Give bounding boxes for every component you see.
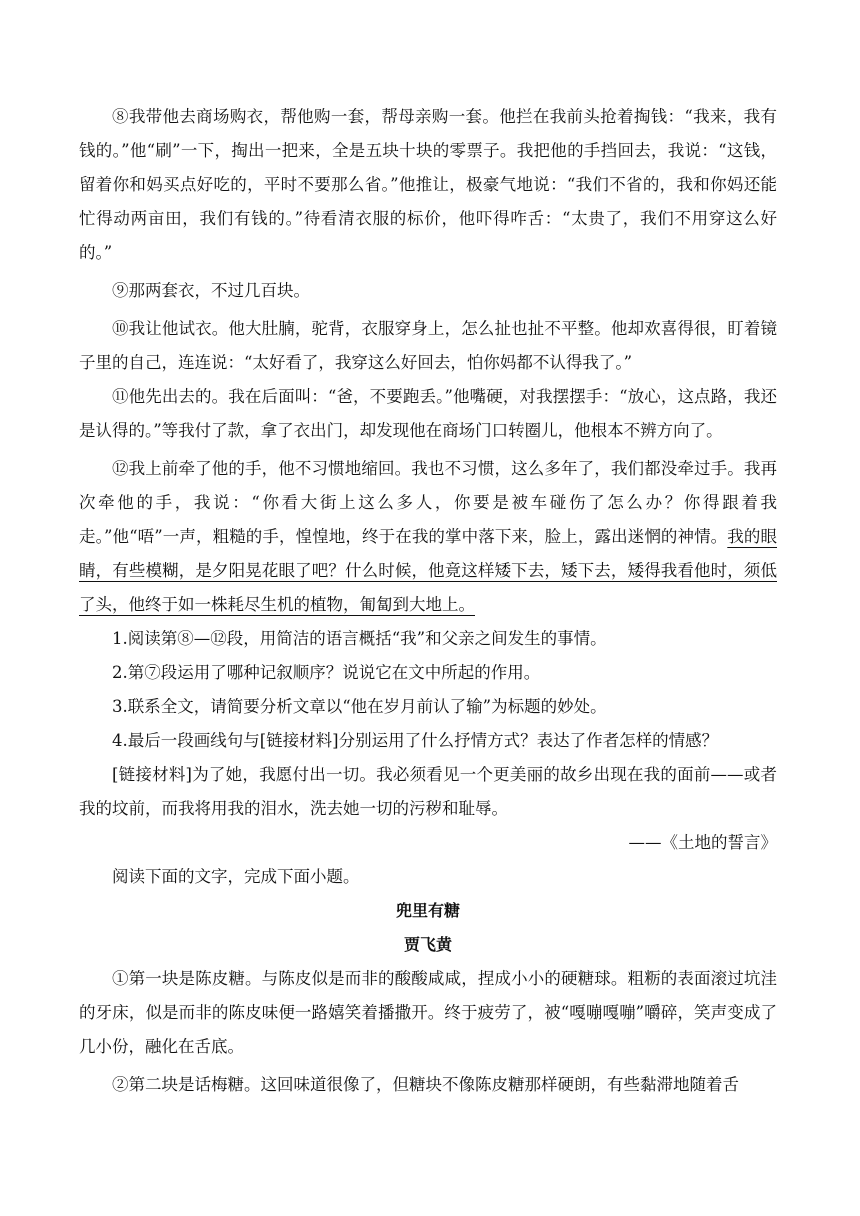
passage-title: 兜里有糖: [395, 901, 460, 920]
paragraph-9: ⑨那两套衣，不过几百块。: [112, 281, 310, 300]
underlined-sentence: 我的眼睛，有些模糊，是夕阳晃花眼了吧？什么时候，他竟这样矮下去，矮下去，矮得我看他时，须低了头，他终于如一株耗尽生机的植物，匍匐到大地上。: [79, 527, 778, 614]
question-3: 3.联系全文，请简要分析文章以“他在岁月前认了输”为标题的妙处。: [112, 697, 607, 716]
question-2: 2.第⑦段运用了哪种记叙顺序？说说它在文中所起的作用。: [112, 663, 541, 682]
paragraph-10: ⑩我让他试衣。他大肚腩，驼背，衣服穿身上，怎么扯也扯不平整。他却欢喜得很，盯着镜子里的自己，连连说：“太好看了，我穿这么好回去，怕你妈都不认得我了。”: [79, 319, 777, 372]
paragraph-12-text: ⑫我上前牵了他的手，他不习惯地缩回。我也不习惯，这么多年了，我们都没牵过手。我再次牵他的手，我说：“你看大街上这么多人，你要是被车碰伤了怎么办？你得跟着我走。”他“唔”一声，粗糙的手，惶惶地，终于在我的掌中落下来，脸上，露出迷惘的神情。: [79, 459, 777, 546]
link-material: [链接材料]为了她，我愿付出一切。我必须看见一个更美丽的故乡出现在我的面前——或者我的坟前，而我将用我的泪水，洗去她一切的污秽和耻辱。: [79, 765, 777, 818]
link-material-source: ——《土地的誓言》: [628, 833, 777, 852]
document-page: [79, 100, 777, 1102]
paragraph-8: ⑧我带他去商场购衣，帮他购一套，帮母亲购一套。他拦在我前头抢着掏钱：“我来，我有钱的。”他“刷”一下，掏出一把来，全是五块十块的零票子。我把他的手挡回去，我说：“这钱，留着你和妈买点好吃的，平时不要那么省。”他推让，极豪气地说：“我们不省的，我和你妈还能忙得动两亩田，我们有钱的。”待看清衣服的标价，他吓得咋舌：“太贵了，我们不用穿这么好的。”: [79, 107, 777, 262]
passage-author: 贾飞黄: [403, 935, 452, 954]
reading-instruction: 阅读下面的文字，完成下面小题。: [112, 867, 360, 886]
paragraph-11: ⑪他先出去的。我在后面叫：“爸，不要跑丢。”他嘴硬，对我摆摆手：“放心，这点路，我还是认得的。”等我付了款，拿了衣出门，却发现他在商场门口转圈儿，他根本不辨方向了。: [79, 387, 777, 440]
passage2-paragraph-2: ②第二块是话梅糖。这回味道很像了，但糖块不像陈皮糖那样硬朗，有些黏滞地随着舌: [112, 1075, 739, 1094]
question-4: 4.最后一段画线句与[链接材料]分别运用了什么抒情方式？表达了作者怎样的情感？: [112, 731, 719, 750]
passage2-paragraph-1: ①第一块是陈皮糖。与陈皮似是而非的酸酸咸咸，捏成小小的硬糖球。粗粝的表面滚过坑洼的牙床，似是而非的陈皮味便一路嬉笑着播撒开。终于疲劳了，被“嘎嘣嘎嘣”嚼碎，笑声变成了几小份，融化在舌底。: [79, 969, 777, 1056]
question-1: 1.阅读第⑧—⑫段，用简洁的语言概括“我”和父亲之间发生的事情。: [112, 629, 607, 648]
paragraph-12: [79, 452, 777, 622]
